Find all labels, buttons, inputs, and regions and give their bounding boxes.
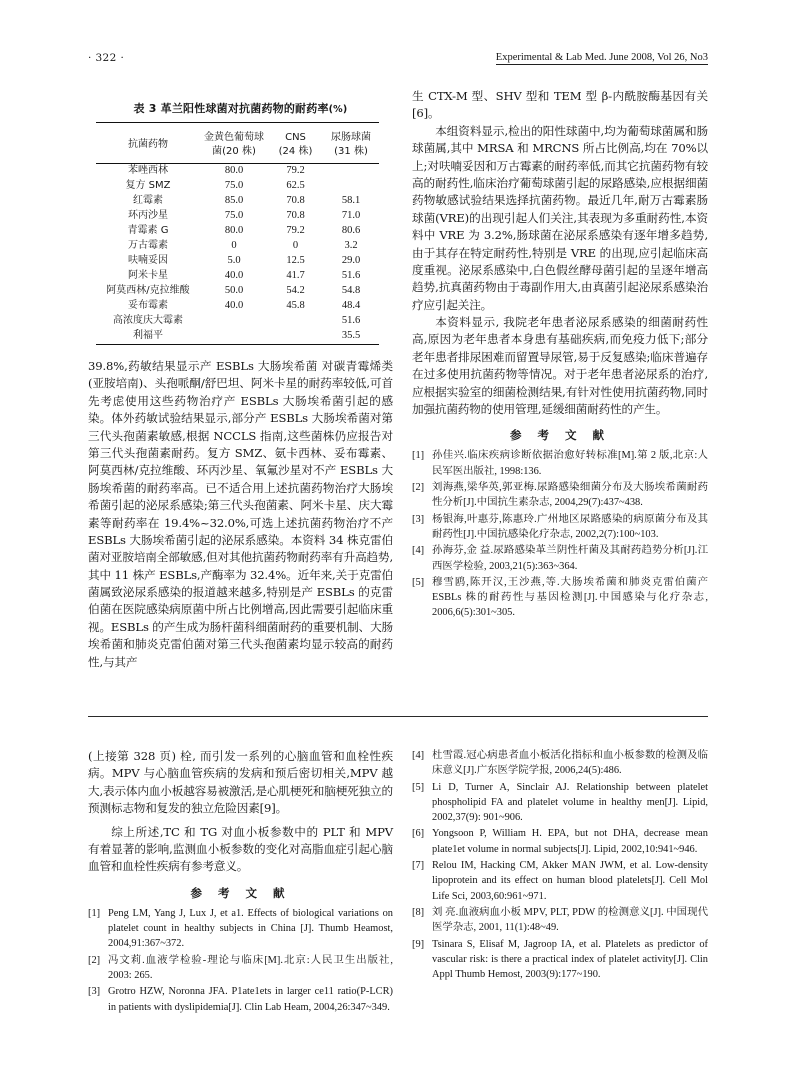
lower-left-column [88, 748, 393, 1016]
reference-item [88, 953, 393, 984]
cell-cns: 54.2 [286, 285, 305, 297]
reference-text: Grotro HZW, Noronna JFA. P1ate1ets in larger ce11 ratio(P-LCR) in patients with dyslipidemia[J]. Clin Lab Heam, 2004,26:347~349. [108, 986, 393, 1013]
table-row [96, 164, 379, 180]
col-header-saureus-line1: 金黄色葡萄球 [204, 132, 264, 143]
reference-item [412, 858, 708, 904]
cell-saureus: 40.0 [224, 270, 244, 282]
cell-saureus [200, 329, 268, 345]
table-row [96, 194, 379, 209]
cell-enterococcus: 80.6 [341, 225, 361, 237]
col-header-cns [268, 127, 323, 162]
paragraph: 39.8%,药敏结果显示产 ESBLs 大肠埃希菌 对碳青霉烯类(亚胺培南)、头孢哌酮/舒巴坦、阿米卡星的耐药率较低,可首先考虑使用这些药物治疗产 ESBLs 大肠埃希菌引起的感染。体外药敏试验结果显示,部分产 ESBLs 大肠埃希菌对第三代头孢菌素敏感,根据 NCCLS 指南,这些菌株仍应报告对第三代头孢菌素耐药。复方 SMZ、氨卡西林、妥布霉素、阿莫西林/克拉维酸、环丙沙星、氧氟沙星对不产 ESBLs 大肠埃希菌的耐药率高。已不适合用上述抗菌药物治疗大肠埃希菌引起的泌尿系感染;第三代头孢菌素、阿米卡星、庆大霉素等耐药率在 19.4%~32.0%,可选上述抗菌药物治疗不产 ESBLs 大肠埃希菌引起的泌尿系感染。本资料 34 株克雷伯菌对亚胺培南全部敏感,但对其他抗菌药物耐药率有升高趋势,其中 11 株产 ESBLs,产酶率为 32.4%。近年来,关于克雷伯菌属致泌尿系感染的报道越来越多,特别是产 ESBLs 的克雷伯菌在医院感染病原菌中所占比例增高,因此需要引起临床重视。ESBLs 的产生成为肠杆菌科细菌耐药的重要机制、大肠埃希菌和肺炎克雷伯菌对第三代头孢菌素均显示较高的耐药性,与其产 [88, 359, 393, 669]
cell-drug: 妥布霉素 [128, 300, 168, 312]
reference-text: 杜雪霞.冠心病患者血小板活化指标和血小板参数的检测及临床意义[J].广东医学院学报, 2006,24(5):486. [432, 750, 708, 777]
reference-item [88, 984, 393, 1015]
col-header-drug-line1: 抗菌药物 [128, 138, 168, 150]
cell-cns: 79.2 [286, 225, 305, 237]
reference-text: 孙海芬,金 益.尿路感染革兰阴性杆菌及其耐药趋势分析[J].江西医学检验, 2003,21(5):363~364. [432, 545, 708, 572]
cell-saureus: 75.0 [224, 210, 244, 222]
col-header-drug [96, 127, 200, 162]
running-head [88, 52, 708, 70]
resistance-rate-table [96, 122, 379, 348]
reference-text: 孙佳兴.临床疾病诊断依据治愈好转标准[M].第 2 版,北京:人民军医出版社, 1998:136. [432, 450, 708, 477]
reference-number: [2] [412, 482, 425, 494]
paragraph: 生 CTX-M 型、SHV 型和 TEM 型 β-内酰胺酶基因有关[6]。 [412, 89, 708, 121]
reference-item [412, 905, 708, 936]
col-header-enterococcus [323, 127, 379, 162]
reference-item [412, 448, 708, 479]
reference-text: 穆雪鸥,陈开汉,王沙燕,等.大肠埃希菌和肺炎克雷伯菌产 ESBLs 株的耐药性与基因检测[J].中国感染与化疗杂志, 2006,6(5):301~305. [432, 576, 708, 619]
reference-text: 冯文莉.血液学检验-理论与临床[M].北京:人民卫生出版社, 2003: 265. [108, 954, 393, 981]
table-row [96, 284, 379, 299]
col-header-cns-line1: CNS [285, 132, 306, 143]
cell-drug: 万古霉素 [128, 240, 168, 252]
reference-item [412, 780, 708, 826]
table-row [96, 299, 379, 314]
references-list [412, 448, 708, 620]
journal-citation: Experimental & Lab Med. June 2008, Vol 26, No3 [495, 52, 708, 63]
table-row [96, 209, 379, 224]
reference-text: Tsinara S, Elisaf M, Jagroop IA, et al. Platelets as predictor of vascular risk: is there a practical index of platelet activity[J]. Clin Appl Thumb Hemost, 2003(9):177~190. [432, 938, 708, 981]
page-folio: · 322 · [88, 52, 125, 64]
table-row [96, 254, 379, 269]
reference-number: [1] [88, 907, 101, 919]
cell-saureus: 0 [231, 240, 237, 252]
cell-cns: 70.8 [286, 195, 305, 207]
cell-cns: 0 [292, 240, 299, 252]
cell-saureus: 85.0 [224, 195, 244, 207]
article-separator-rule [88, 716, 708, 717]
reference-number: [1] [412, 450, 425, 462]
cell-saureus: 80.0 [224, 165, 244, 177]
table-row [96, 224, 379, 239]
lower-right-column [412, 748, 708, 983]
reference-number: [3] [88, 986, 101, 998]
reference-text: Li D, Turner A, Sinclair AJ. Relationship between platelet phospholipid FA and platelet volume in healthy men[J]. Lipid, 2002,37(9): 901~906. [432, 781, 708, 824]
table-body [96, 164, 379, 345]
reference-text: 刘海燕,梁华英,郭亚梅.尿路感染细菌分布及大肠埃希菌耐药性分析[J].中国抗生素杂志, 2004,29(7):437~438. [432, 482, 708, 509]
upper-right-bodytext [412, 88, 708, 418]
references-heading: 参 考 文 献 [190, 885, 291, 900]
cell-drug: 环丙沙星 [128, 210, 168, 222]
table-number: 表 3 [133, 102, 157, 115]
cell-enterococcus: 51.6 [341, 270, 361, 282]
paragraph: 本组资料显示,检出的阳性球菌中,均为葡萄球菌属和肠球菌属,其中 MRSA 和 MRCNS 所占比例高,均在 70%以上;对呋喃妥因和万古霉素的耐药率低,而其它抗菌药物有较高的耐药性,临床治疗葡萄球菌引起的尿路感染,应根据细菌药物敏感试验结果选择抗菌药物。最近几年,耐万古霉素肠球菌(VRE)的出现引起人们关注,其表现为多重耐药性,本资料中 VRE 为 3.2%,肠球菌在泌尿系感染有逐年增多趋势,由于其存在特定耐药性,特别是 VRE 的出现,应引起临床高度重视。泌尿系感染中,白色假丝酵母菌引起的呈逐年增高趋势,抗真菌药物由于毒副作用大,由真菌引起泌尿系感染治疗应引起关注。 [412, 123, 708, 312]
cell-enterococcus [323, 164, 379, 180]
reference-number: [2] [88, 954, 101, 966]
reference-number: [5] [412, 576, 425, 588]
cell-saureus: 50.0 [224, 285, 244, 297]
col-header-enterococcus-line1: 尿肠球菌 [331, 132, 371, 143]
cell-drug: 青霉素 G [127, 225, 169, 237]
cell-saureus: 75.0 [224, 180, 244, 192]
cell-cns [268, 314, 323, 329]
reference-item [412, 937, 708, 983]
paragraph: (上接第 328 页) 栓, 而引发一系列的心脑血管和血栓性疾病。MPV 与心脑血管疾病的发病和预后密切相关,MPV 越大,表示体内血小板越容易被激活,是心肌梗死和脑梗死独立的预测标志物和复发的独立危险因素[9]。 [88, 749, 393, 816]
cell-enterococcus: 35.5 [341, 330, 361, 342]
paragraph: 综上所述,TC 和 TG 对血小板参数中的 PLT 和 MPV 有着显著的影响,监测血小板参数的变化对高脂血症引起心脑血管和血栓性疾病有参考意义。 [88, 824, 393, 874]
reference-number: [5] [412, 781, 425, 793]
reference-text: Relou IM, Hacking CM, Akker MAN JWM, et al. Low-density lipoprotein and its effect on human blood platelets[J]. Cell Mol Life Sci, 2003,60:961~971. [432, 860, 708, 902]
upper-left-column [88, 88, 393, 671]
reference-number: [6] [412, 828, 425, 840]
reference-text: Yongsoon P, William H. EPA, but not DHA, decrease mean plate1et volume in normal subjects[J]. Lipid, 2002,10:941~946. [432, 828, 708, 855]
cell-cns: 41.7 [286, 270, 305, 282]
table-row [96, 269, 379, 284]
reference-number: [7] [412, 860, 425, 872]
cell-cns: 70.8 [286, 210, 305, 222]
references-list-right [412, 748, 708, 982]
reference-item [88, 906, 393, 952]
col-header-saureus-line2: 菌(20 株) [212, 145, 256, 157]
cell-enterococcus: 58.1 [341, 195, 361, 207]
reference-item [412, 543, 708, 574]
table-caption [88, 100, 393, 116]
col-header-cns-line2: (24 株) [278, 145, 313, 157]
table-row [96, 314, 379, 329]
cell-saureus: 40.0 [224, 300, 244, 312]
references-list-left [88, 906, 393, 1015]
reference-number: [4] [412, 545, 425, 557]
reference-number: [9] [412, 938, 425, 950]
table-row [96, 329, 379, 345]
cell-enterococcus: 54.8 [341, 285, 361, 297]
cell-saureus: 5.0 [227, 255, 241, 267]
cell-enterococcus: 48.4 [341, 300, 361, 312]
cell-cns: 79.2 [286, 165, 305, 177]
reference-text: Peng LM, Yang J, Lux J, et a1. Effects of biological variations on platelet count in healthy subjects in China [J]. Thumb Heamost, 2004,91:367~372. [108, 907, 393, 950]
col-header-enterococcus-line2: (31 株) [334, 145, 368, 157]
reference-item [412, 512, 708, 543]
reference-item [412, 748, 708, 779]
cell-drug: 高浓度庆大霉素 [113, 315, 183, 327]
upper-right-column [412, 88, 708, 622]
cell-saureus [200, 314, 268, 329]
cell-enterococcus: 29.0 [341, 255, 361, 267]
cell-drug: 利福平 [133, 330, 163, 342]
cell-enterococcus: 3.2 [344, 240, 358, 252]
reference-item [412, 575, 708, 621]
reference-item [412, 480, 708, 511]
reference-text: 杨银海,叶惠芬,陈惠玲.广州地区尿路感染的病原菌分布及其耐药性[J].中国抗感染化疗杂志, 2002,2(7):100~103. [432, 513, 708, 540]
cell-drug: 阿莫西林/克拉维酸 [106, 285, 190, 297]
table-row [96, 179, 379, 194]
cell-cns: 12.5 [286, 255, 305, 267]
table-title: 革兰阳性球菌对抗菌药物的耐药率 [160, 102, 329, 115]
col-header-saureus [200, 127, 268, 162]
cell-drug: 复方 SMZ [125, 180, 171, 192]
cell-saureus: 80.0 [224, 225, 244, 237]
cell-enterococcus: 51.6 [341, 315, 361, 327]
cell-enterococcus [323, 179, 379, 194]
table-bottom-rule [96, 345, 379, 349]
cell-drug: 呋喃妥因 [128, 255, 168, 267]
reference-number: [4] [412, 750, 425, 761]
reference-number: [3] [412, 513, 425, 525]
references-heading: 参 考 文 献 [509, 428, 610, 443]
cell-drug: 阿米卡星 [128, 270, 168, 282]
cell-cns: 45.8 [286, 300, 305, 312]
paragraph: 本资料显示, 我院老年患者泌尿系感染的细菌耐药性高,原因为老年患者本身患有基础疾病,而免疫力低下;部分老年患者排尿困难而留置导尿管,易于反复感染;临床普遍存在过多使用抗菌药物等情况。对于老年患者泌尿系的治疗,应根据实验室的细菌检测结果,有针对性使用抗菌药物,同时加强抗菌药物的使用管理,延缓细菌耐药性的产生。 [412, 315, 708, 417]
cell-cns [268, 329, 323, 345]
reference-number: [8] [412, 906, 425, 918]
cell-drug: 苯唑西林 [128, 165, 168, 177]
cell-cns: 62.5 [286, 180, 305, 192]
cell-drug: 红霉素 [133, 195, 163, 207]
lower-left-bodytext [88, 748, 393, 876]
table-unit: (%) [328, 104, 348, 115]
upper-left-bodytext [88, 358, 393, 671]
cell-enterococcus: 71.0 [341, 210, 361, 222]
reference-item [412, 826, 708, 857]
reference-text: 刘 亮.血液病血小板 MPV, PLT, PDW 的检测意义[J]. 中国现代医学杂志, 2001, 11(1):48~49. [432, 906, 708, 934]
table-row [96, 239, 379, 254]
